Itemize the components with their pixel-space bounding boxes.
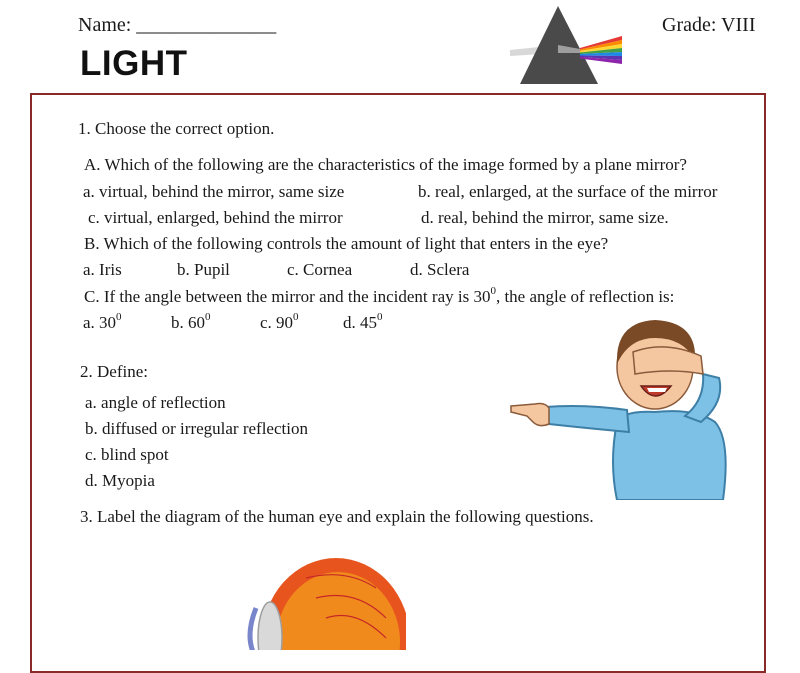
question-1-heading: 1. Choose the correct option. (78, 119, 275, 138)
option-1a-c: c. virtual, enlarged, behind the mirror (88, 208, 343, 227)
option-1b-a: a. Iris (83, 260, 122, 279)
question-1c-text-start: C. If the angle between the mirror and the incident ray is 30 (84, 287, 491, 306)
degree-sup: 0 (116, 311, 122, 323)
option-1a-d: d. real, behind the mirror, same size. (421, 208, 669, 227)
degree-sup: 0 (377, 311, 383, 323)
option-1c-b-text: b. 60 (171, 313, 205, 332)
cornea-iris (250, 608, 256, 650)
define-item-c: c. blind spot (85, 445, 169, 464)
question-3-heading: 3. Label the diagram of the human eye and explain the following questions. (80, 507, 594, 526)
question-1c-text-end: , the angle of reflection is: (495, 287, 675, 306)
option-1c-c (260, 313, 299, 333)
degree-sup: 0 (490, 285, 496, 297)
pointing-arm (545, 406, 629, 432)
prism-icon (500, 4, 630, 88)
spectrum-rays (580, 36, 622, 64)
page-title: LIGHT (80, 44, 188, 83)
define-item-d: d. Myopia (85, 471, 155, 490)
option-1b-d: d. Sclera (410, 260, 470, 279)
option-1b-b: b. Pupil (177, 260, 230, 279)
human-eye-diagram (236, 548, 406, 650)
shirt (613, 411, 726, 500)
degree-sup: 0 (293, 311, 299, 323)
option-1c-a-text: a. 30 (83, 313, 117, 332)
option-1c-c-text: c. 90 (260, 313, 294, 332)
option-1c-d-text: d. 45 (343, 313, 377, 332)
degree-sup: 0 (205, 311, 211, 323)
define-item-a: a. angle of reflection (85, 393, 226, 412)
option-1c-b (171, 313, 211, 333)
prism-triangle (520, 6, 598, 84)
grade-label: Grade: VIII (662, 14, 756, 36)
question-1c-text (84, 287, 674, 307)
pointing-hand (511, 404, 549, 426)
question-1b-text: B. Which of the following controls the amount of light that enters in the eye? (84, 234, 609, 253)
question-2-heading: 2. Define: (80, 362, 148, 381)
pointing-boy-illustration (505, 312, 740, 500)
option-1b-c: c. Cornea (287, 260, 353, 279)
option-1c-a (83, 313, 122, 333)
define-item-b: b. diffused or irregular reflection (85, 419, 308, 438)
option-1a-b: b. real, enlarged, at the surface of the mirror (418, 182, 718, 201)
question-1a-text: A. Which of the following are the characteristics of the image formed by a plane mirror? (84, 155, 687, 174)
teeth (647, 388, 667, 392)
option-1a-a: a. virtual, behind the mirror, same size (83, 182, 345, 201)
option-1c-d (343, 313, 383, 333)
name-field-label: Name: ______________ (78, 14, 277, 36)
